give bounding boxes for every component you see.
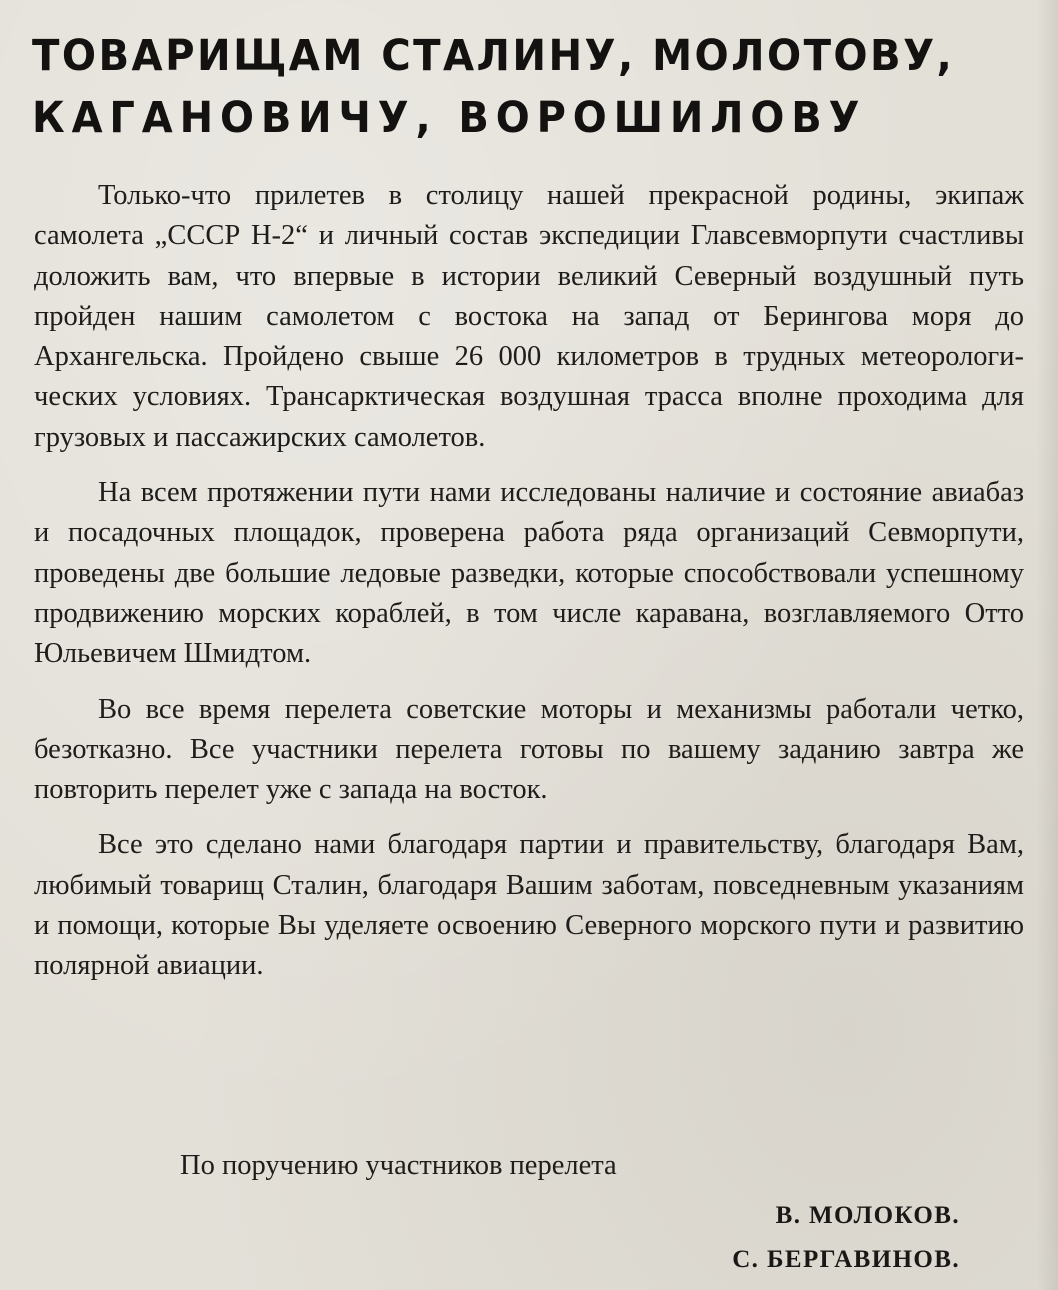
- paragraph-1: Только-что прилетев в столицу нашей прекрасной родины, экипаж самолета „СССР Н-2“ и личный состав экспедиции Главсевморпути счастливы доложить вам, что впервые в истории великий Северный воздушный путь пройден нашим самолетом с востока на запад от Берингова моря до Архангельска. Пройдено свыше 26 000 километров в трудных метеорологических условиях. Трансарктическая воздушная трасса вполне проходима для грузовых и пассажирских самолетов.: [34, 180, 1024, 453]
- paragraph-4: Все это сделано нами благодаря партии и правительству, благодаря Вам, любимый товарищ Сталин, благодаря Вашим заботам, повседневным указаниям и помощи, которые Вы уделяете освоению Северного морского пути и развитию полярной авиации.: [34, 829, 1024, 982]
- headline: [32, 28, 1028, 146]
- paragraph-2: На всем протяжении пути нами исследованы наличие и состояние авиабаз и посадочных площадок, проверена работа ряда организаций Севморпути, проведены две большие ледовые разведки, которые способствовали успешному продвижению морских кораблей, в том числе каравана, возглавляемого Отто Юльевичем Шмидтом.: [34, 477, 1024, 670]
- signature-bergavinov: С. БЕРГАВИНОВ.: [732, 1246, 960, 1273]
- paragraph-3: Во все время перелета советские моторы и механизмы работали четко, безотказно. Все участники перелета готовы по вашему заданию завтра же повторить перелет уже с запада на восток.: [34, 693, 1024, 806]
- signoff-line: По поручению участников перелета: [180, 1150, 617, 1181]
- headline-line-2: КАГАНОВИЧУ, ВОРОШИЛОВУ: [32, 93, 867, 143]
- signatures-block: [732, 1194, 960, 1282]
- signature-molokov: В. МОЛОКОВ.: [775, 1202, 960, 1229]
- headline-line-1: ТОВАРИЩАМ СТАЛИНУ, МОЛОТОВУ,: [32, 31, 955, 81]
- scan-edge-shadow: [1036, 0, 1058, 1290]
- letter-body: [34, 176, 1024, 1002]
